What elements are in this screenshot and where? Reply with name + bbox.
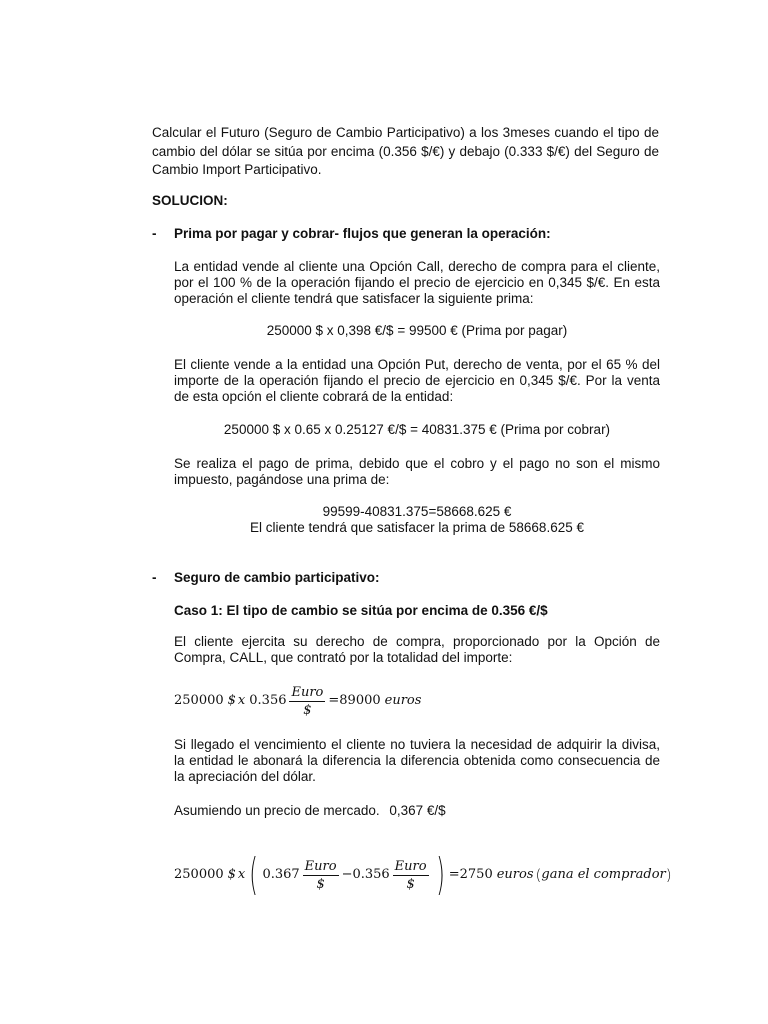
solucion-heading: SOLUCION: <box>152 193 228 208</box>
formula1-denominator: $ <box>303 702 312 718</box>
formula1-amount: 250000 <box>174 693 224 708</box>
formula1-dollar: $ <box>227 693 236 708</box>
formula2-market-rate: 0.367 <box>262 867 300 882</box>
section1-paragraph-1: La entidad vende al cliente una Opción Call, derecho de compra para el cliente, por el 100 % de la operación fijando el precio de ejercicio en 0,345 $/€. En esta operación el cliente tendrá que satisfacer la siguiente prima: <box>174 259 660 306</box>
section2-paragraph-1: El cliente ejercita su derecho de compra, proporcionado por la Opción de Compra, CALL, que contrató por la totalidad del importe: <box>174 634 660 665</box>
section1-paragraph-3: Se realiza el pago de prima, debido que el cobro y el pago no son el mismo impuesto, pagándose una prima de: <box>174 456 660 487</box>
formula2-open-paren: ( <box>249 849 259 900</box>
market-price-value: 0,367 €/$ <box>389 803 446 818</box>
formula1-rate: 0.356 <box>249 693 287 708</box>
section2-heading: Seguro de cambio participativo: <box>174 570 380 585</box>
market-price-line <box>174 803 446 819</box>
equation-prima-neta: 99599-40831.375=58668.625 € <box>322 504 512 519</box>
formula2-unit: euros <box>496 867 534 882</box>
section1-bullet: - <box>152 226 157 241</box>
intro-paragraph: Calcular el Futuro (Seguro de Cambio Participativo) a los 3meses cuando el tipo de cambio del dólar se sitúa por encima (0.356 $/€) y debajo (0.333 $/€) del Seguro de Cambio Import Participativo. <box>152 125 659 177</box>
formula2-strike-rate: −0.356 <box>341 867 390 882</box>
formula2-note-close: ) <box>665 866 672 884</box>
formula2-note-open: ( <box>535 866 542 884</box>
equation-prima-por-pagar: 250000 $ x 0,398 €/$ = 99500 € (Prima por pagar) <box>266 323 568 338</box>
formula2-result: =2750 <box>448 867 493 882</box>
formula2-close-paren: ) <box>435 849 445 900</box>
formula-call-exercise <box>174 682 421 720</box>
section1-heading: Prima por pagar y cobrar- flujos que generan la operación: <box>174 226 551 241</box>
formula1-fraction <box>289 684 325 719</box>
formula2-times: x <box>237 867 246 882</box>
formula1-times: x <box>237 693 246 708</box>
formula1-numerator: Euro <box>291 684 324 700</box>
formula2-fraction-2 <box>393 858 429 893</box>
formula2-dollar: $ <box>227 867 236 882</box>
formula-gain <box>174 849 672 900</box>
formula2-numerator-2: Euro <box>394 858 427 874</box>
formula2-denominator-2: $ <box>406 876 415 892</box>
formula2-amount: 250000 <box>174 867 224 882</box>
formula2-numerator-1: Euro <box>304 858 337 874</box>
section2-paragraph-2: Si llegado el vencimiento el cliente no tuviera la necesidad de adquirir la divisa, la entidad le abonará la diferencia la diferencia obtenida como consecuencia de la apreciación del dólar. <box>174 737 660 784</box>
formula2-fraction-1 <box>303 858 339 893</box>
market-price-label: Asumiendo un precio de mercado. <box>174 803 380 818</box>
section2-bullet: - <box>152 570 157 585</box>
formula1-unit: euros <box>384 693 422 708</box>
formula1-result: =89000 <box>328 693 381 708</box>
prima-neta-statement: El cliente tendrá que satisfacer la prima de 58668.625 € <box>250 520 584 535</box>
section1-paragraph-2: El cliente vende a la entidad una Opción Put, derecho de venta, por el 65 % del importe de la operación fijando el precio de ejercicio en 0,345 $/€. Por la venta de esta opción el cliente cobrará de la entidad: <box>174 357 660 404</box>
equation-prima-por-cobrar: 250000 $ x 0.65 x 0.25127 €/$ = 40831.375 € (Prima por cobrar) <box>223 422 611 437</box>
formula2-note: gana el comprador <box>541 867 666 882</box>
formula2-denominator-1: $ <box>316 876 325 892</box>
caso1-heading: Caso 1: El tipo de cambio se sitúa por encima de 0.356 €/$ <box>174 603 548 618</box>
